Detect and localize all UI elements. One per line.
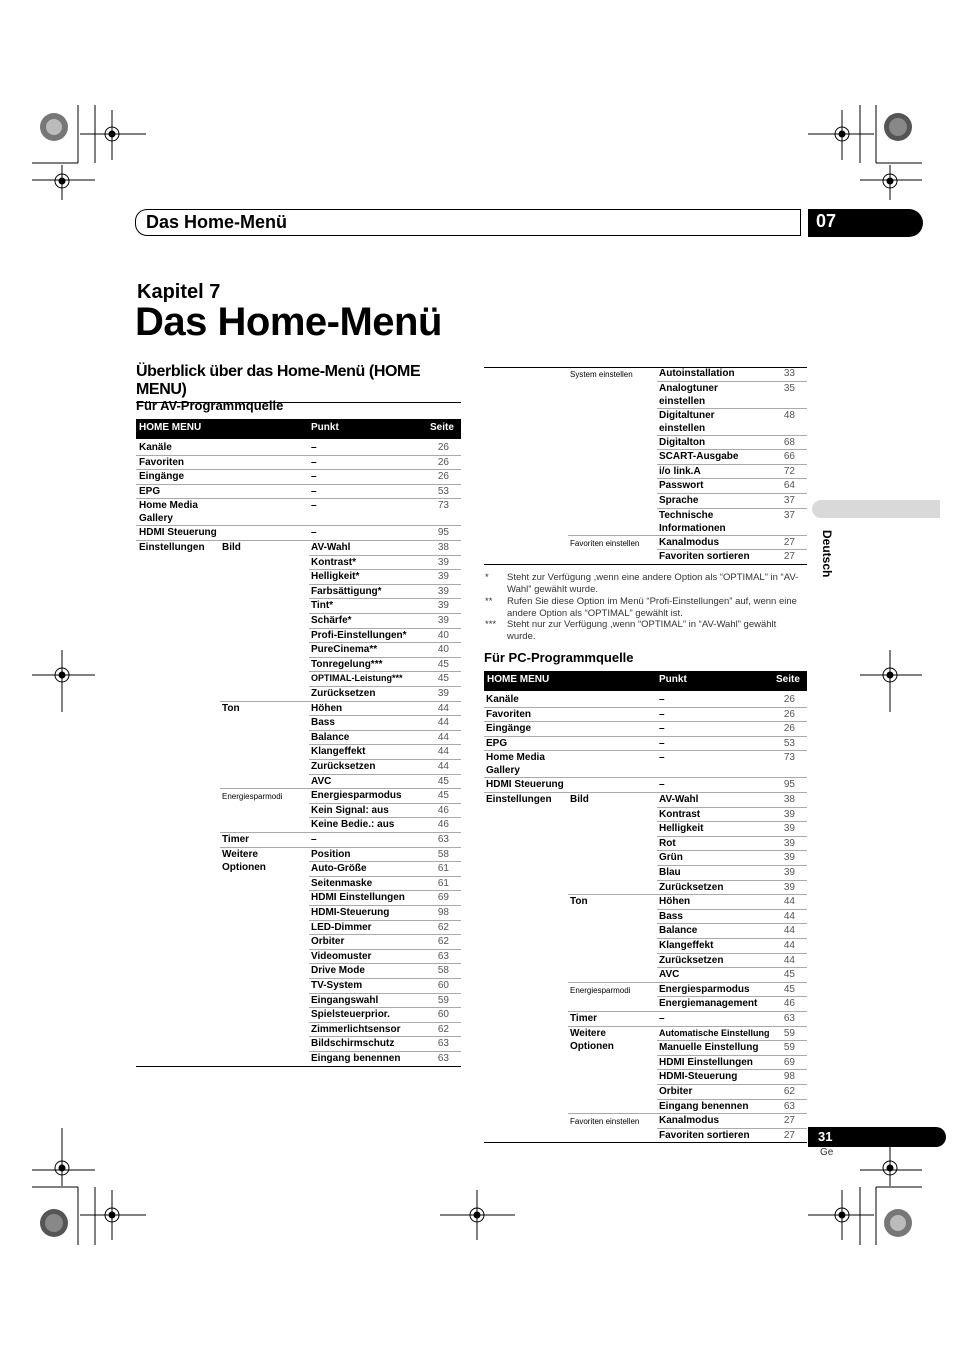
row-page: 62	[783, 1086, 795, 1097]
row-item: TV-System	[311, 980, 363, 991]
row-page: 40	[437, 644, 449, 656]
chapter-number-badge: 07	[808, 209, 923, 237]
row-item: –	[659, 752, 665, 764]
row-item: HDMI Einstellungen	[659, 1056, 753, 1068]
row-item: Technische Informationen	[659, 509, 726, 534]
row-divider	[484, 1142, 807, 1143]
row-page: 63	[437, 1053, 449, 1064]
row-page: 63	[437, 834, 449, 845]
row-label: Home Media Gallery	[486, 752, 545, 777]
footnote-text: Rufen Sie diese Option im Menü “Profi-Einstellungen” auf, wenn eine andere Option als “OPTIMAL” gewählt ist.	[507, 596, 797, 619]
header-bar	[135, 209, 801, 236]
row-divider	[484, 707, 807, 708]
row-item: Balance	[659, 925, 698, 937]
row-item: Zurücksetzen	[311, 761, 376, 772]
row-page: 44	[783, 896, 795, 908]
row-page: 59	[783, 1027, 795, 1039]
row-page: 95	[437, 527, 449, 539]
row-page: 73	[437, 500, 449, 512]
row-divider	[136, 455, 461, 456]
header-col-home-menu: HOME MENU	[487, 674, 550, 685]
row-page: 95	[783, 779, 795, 791]
row-page: 62	[437, 921, 449, 933]
row-page: 35	[783, 382, 795, 394]
row-page: 39	[783, 852, 795, 864]
row-item: Höhen	[311, 702, 343, 714]
row-item: –	[659, 737, 665, 749]
row-divider	[136, 484, 461, 485]
page-number: 31	[808, 1127, 946, 1147]
row-page: 38	[783, 794, 795, 805]
row-item: Zurücksetzen	[659, 954, 724, 966]
row-item: Keine Bedie.: aus	[311, 819, 395, 831]
row-page: 63	[783, 1013, 795, 1024]
row-item: –	[311, 834, 317, 845]
language-side-tab	[812, 500, 940, 518]
footnote-mark: **	[485, 596, 493, 607]
row-group: System einstellen	[570, 370, 633, 379]
row-page: 44	[437, 731, 449, 743]
row-item: AVC	[659, 969, 680, 981]
row-item: HDMI-Steuerung	[659, 1071, 738, 1083]
row-page: 98	[783, 1071, 795, 1083]
row-item: Energiesparmodus	[659, 983, 750, 995]
row-item: Schärfe*	[311, 615, 352, 626]
row-page: 39	[783, 867, 795, 878]
row-group: Bild	[222, 542, 241, 553]
row-item: Digitalton	[659, 436, 706, 448]
row-item: Helligkeit*	[311, 571, 360, 583]
row-group: Ton	[222, 702, 240, 714]
row-page: 26	[783, 708, 795, 720]
header-col-punkt: Punkt	[659, 674, 687, 685]
row-page: 39	[437, 688, 449, 699]
row-group: Energiesparmodi	[570, 985, 631, 995]
row-page: 39	[437, 615, 449, 626]
header-col-home-menu: HOME MENU	[139, 422, 202, 433]
table-header	[484, 671, 807, 691]
row-page: 48	[783, 409, 795, 421]
header-col-seite: Seite	[430, 422, 454, 433]
row-item: Spielsteuerprior.	[311, 1009, 390, 1021]
row-item: i/o link.A	[659, 465, 701, 477]
row-group: Favoriten einstellen	[570, 1117, 640, 1127]
row-page: 26	[783, 723, 795, 735]
row-item: Energiesparmodus	[311, 790, 402, 802]
row-page: 26	[437, 471, 449, 483]
row-item: Kanalmodus	[659, 1115, 720, 1127]
row-page: 63	[437, 1038, 449, 1050]
row-label: Einstellungen	[486, 794, 552, 805]
row-label: EPG	[486, 737, 508, 749]
row-item: Position	[311, 848, 351, 860]
row-page: 60	[437, 1009, 449, 1021]
row-page: 38	[437, 542, 449, 553]
row-item: –	[659, 779, 665, 791]
row-item: Bass	[311, 717, 335, 729]
row-item: Rot	[659, 837, 676, 849]
row-item: Favoriten sortieren	[659, 1129, 750, 1141]
row-label: HDMI Steuerung	[139, 527, 217, 539]
footnote-item	[485, 619, 807, 643]
row-item: Bass	[659, 910, 683, 922]
row-group: Energiesparmodi	[222, 792, 283, 802]
row-item: Tint*	[311, 600, 334, 612]
footnote-text: Steht zur Verfügung ,wenn eine andere Option als “OPTIMAL” in “AV-Wahl” gewählt wurde.	[507, 572, 799, 595]
row-item: Kontrast	[659, 808, 701, 820]
row-page: 27	[783, 536, 795, 548]
row-group: Ton	[570, 896, 588, 908]
footnote-text: Steht nur zur Verfügung ,wenn “OPTIMAL” in “AV-Wahl” gewählt wurde.	[507, 619, 777, 642]
row-item: –	[311, 471, 317, 483]
row-item: AV-Wahl	[659, 794, 699, 805]
row-page: 39	[437, 556, 449, 568]
footnote-mark: *	[485, 572, 489, 583]
row-page: 39	[783, 837, 795, 849]
row-page: 73	[783, 752, 795, 764]
row-item: Kanalmodus	[659, 536, 720, 548]
row-item: –	[311, 527, 317, 539]
row-group: Favoriten einstellen	[570, 538, 640, 548]
row-item: Grün	[659, 852, 683, 864]
row-page: 33	[783, 368, 795, 379]
row-page: 44	[437, 746, 449, 758]
row-item: –	[659, 694, 665, 705]
row-item: Digitaltuner einstellen	[659, 409, 715, 434]
row-page: 44	[783, 925, 795, 937]
row-item: OPTIMAL-Leistung***	[311, 673, 403, 684]
row-item: Höhen	[659, 896, 691, 908]
row-page: 58	[437, 848, 449, 860]
row-item: Analogtuner einstellen	[659, 382, 718, 407]
row-page: 26	[437, 442, 449, 453]
row-label: Eingänge	[486, 723, 532, 735]
row-page: 45	[437, 658, 449, 670]
row-item: Drive Mode	[311, 965, 365, 977]
row-item: Sprache	[659, 495, 699, 506]
row-item: LED-Dimmer	[311, 921, 372, 933]
row-page: 46	[437, 804, 449, 816]
row-item: Autoinstallation	[659, 368, 735, 379]
page-title: Das Home-Menü	[135, 300, 442, 344]
row-item: Bildschirmschutz	[311, 1038, 395, 1050]
row-item: –	[311, 456, 317, 468]
row-divider	[484, 564, 807, 565]
row-divider	[220, 832, 461, 833]
row-item: –	[659, 1013, 665, 1024]
row-label: Home Media Gallery	[139, 500, 198, 525]
row-item: Zurücksetzen	[311, 688, 376, 699]
row-page: 39	[437, 571, 449, 583]
row-item: Farbsättigung*	[311, 585, 382, 597]
row-page: 53	[783, 737, 795, 749]
row-page: 62	[437, 1023, 449, 1035]
row-item: AV-Wahl	[311, 542, 351, 553]
footnote-mark: ***	[485, 619, 497, 630]
row-page: 45	[437, 673, 449, 685]
row-page: 27	[783, 1129, 795, 1141]
row-divider	[484, 736, 807, 737]
row-label: Favoriten	[139, 456, 185, 468]
page-language-code: Ge	[820, 1147, 834, 1158]
av-subheading: Für AV-Programmquelle	[136, 398, 284, 413]
row-item: –	[311, 500, 317, 512]
row-item: –	[659, 708, 665, 720]
row-item: –	[311, 485, 317, 497]
row-item: Orbiter	[311, 936, 345, 948]
row-page: 66	[783, 451, 795, 463]
row-item: Klangeffekt	[659, 940, 714, 951]
row-divider	[136, 1066, 461, 1067]
row-page: 27	[783, 1115, 795, 1127]
row-item: Zimmerlichtsensor	[311, 1023, 401, 1035]
row-page: 69	[783, 1056, 795, 1068]
row-item: Auto-Größe	[311, 863, 367, 875]
footnote-item	[485, 572, 807, 596]
row-page: 61	[437, 877, 449, 889]
row-group: Weitere Optionen	[222, 848, 266, 873]
row-page: 46	[783, 998, 795, 1010]
row-item: Seitenmaske	[311, 877, 373, 889]
row-item: Profi-Einstellungen*	[311, 629, 407, 641]
row-page: 40	[437, 629, 449, 641]
row-page: 45	[783, 969, 795, 981]
row-item: Orbiter	[659, 1086, 693, 1097]
header-col-punkt: Punkt	[311, 422, 339, 433]
row-item: Kein Signal: aus	[311, 804, 389, 816]
header-col-seite: Seite	[776, 674, 800, 685]
row-divider	[568, 1011, 807, 1012]
row-page: 53	[437, 485, 449, 497]
row-page: 64	[783, 480, 795, 492]
row-page: 39	[437, 600, 449, 612]
row-label: HDMI Steuerung	[486, 779, 564, 791]
row-page: 26	[437, 456, 449, 468]
row-page: 72	[783, 465, 795, 477]
row-item: Blau	[659, 867, 681, 878]
header-title: Das Home-Menü	[146, 212, 288, 232]
row-page: 69	[437, 892, 449, 904]
row-page: 37	[783, 495, 795, 506]
row-item: Zurücksetzen	[659, 881, 724, 893]
language-side-label: Deutsch	[820, 530, 834, 578]
row-page: 68	[783, 436, 795, 448]
row-item: AVC	[311, 775, 332, 787]
row-item: –	[659, 723, 665, 735]
row-item: Favoriten sortieren	[659, 551, 750, 563]
row-item: Helligkeit	[659, 823, 704, 835]
row-page: 45	[437, 790, 449, 802]
row-item: Balance	[311, 731, 350, 743]
row-page: 44	[783, 910, 795, 922]
row-page: 39	[783, 823, 795, 835]
row-page: 39	[783, 808, 795, 820]
row-page: 44	[437, 717, 449, 729]
row-item: Eingang benennen	[311, 1053, 401, 1064]
row-label: Eingänge	[139, 471, 185, 483]
row-item: Automatische Einstellung	[659, 1027, 770, 1038]
row-page: 63	[437, 950, 449, 962]
row-page: 62	[437, 936, 449, 948]
row-page: 60	[437, 980, 449, 991]
row-page: 59	[783, 1042, 795, 1054]
chapter-label: Kapitel 7	[137, 281, 221, 303]
row-page: 58	[437, 965, 449, 977]
row-item: HDMI-Steuerung	[311, 907, 390, 918]
row-item: –	[311, 442, 317, 453]
row-page: 46	[437, 819, 449, 831]
row-page: 26	[783, 694, 795, 705]
row-page: 61	[437, 863, 449, 875]
row-page: 39	[437, 585, 449, 597]
row-page: 45	[437, 775, 449, 787]
row-item: Energiemanagement	[659, 998, 758, 1010]
row-label: Einstellungen	[139, 542, 205, 553]
row-item: Eingangswahl	[311, 994, 379, 1006]
row-item: Videomuster	[311, 950, 372, 962]
row-group: Timer	[570, 1013, 598, 1024]
row-page: 27	[783, 551, 795, 563]
row-page: 98	[437, 907, 449, 918]
row-item: Eingang benennen	[659, 1100, 749, 1112]
section-heading: Überblick über das Home-Menü (HOME MENU)	[136, 363, 461, 403]
table-header	[136, 419, 461, 439]
row-page: 59	[437, 994, 449, 1006]
row-item: Klangeffekt	[311, 746, 366, 758]
row-page: 44	[437, 761, 449, 772]
row-label: Favoriten	[486, 708, 532, 720]
row-group: Bild	[570, 794, 589, 805]
row-item: Tonregelung***	[311, 658, 383, 670]
row-item: Kontrast*	[311, 556, 357, 568]
row-label: EPG	[139, 485, 161, 497]
table-top-rule	[484, 367, 807, 368]
row-divider	[484, 721, 807, 722]
row-page: 44	[783, 954, 795, 966]
row-group: Weitere Optionen	[570, 1027, 614, 1052]
row-label: Kanäle	[486, 694, 519, 705]
row-item: PureCinema**	[311, 644, 378, 656]
row-label: Kanäle	[139, 442, 172, 453]
footnote-item	[485, 596, 807, 620]
row-item: Manuelle Einstellung	[659, 1042, 759, 1054]
row-group: Timer	[222, 834, 250, 845]
row-page: 44	[437, 702, 449, 714]
pc-subheading: Für PC-Programmquelle	[484, 650, 634, 665]
row-divider	[136, 469, 461, 470]
row-item: Passwort	[659, 480, 704, 492]
row-page: 63	[783, 1100, 795, 1112]
row-page: 37	[783, 509, 795, 521]
row-item: SCART-Ausgabe	[659, 451, 739, 463]
row-item: HDMI Einstellungen	[311, 892, 405, 904]
row-page: 39	[783, 881, 795, 893]
row-page: 45	[783, 983, 795, 995]
row-page: 44	[783, 940, 795, 951]
